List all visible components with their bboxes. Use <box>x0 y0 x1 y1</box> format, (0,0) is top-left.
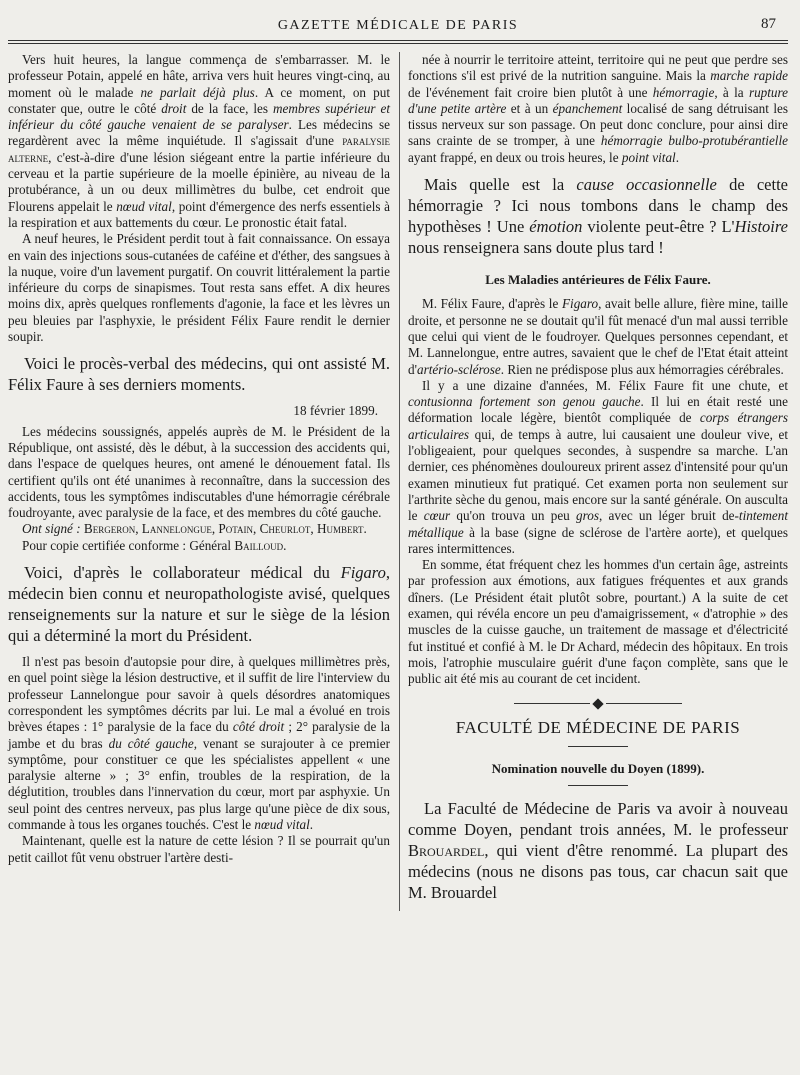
running-header <box>8 14 788 40</box>
lead-paragraph: La Faculté de Médecine de Paris va avoir à nouveau comme Doyen, pendant trois années, M. le professeur Brouardel, qui vient d'être renommé. La plupart des médecins (nous ne disons pas tous, car chacun sait que M. Brouardel <box>408 799 788 903</box>
header-rule <box>8 40 788 44</box>
journal-title: GAZETTE MÉDICALE DE PARIS <box>277 18 519 33</box>
column-divider <box>399 52 400 911</box>
subheading: Nomination nouvelle du Doyen (1899). <box>491 760 705 776</box>
paragraph: Les médecins soussignés, appelés auprès de M. le Président de la République, ont assisté, dès le début, à la succession des accidents qui, dans l'espace de quelques heures, ont amené le dénouement fatal. Ils certifient qu'ils ont été unanimes à reconnaître, dans la succession des accidents, tous les symptômes indiscutables d'une hémorragie cérébrale foudroyante, avec paralysie de la face, et des membres du côté gauche. <box>8 423 390 521</box>
short-rule <box>568 785 628 786</box>
lead-paragraph: Mais quelle est la cause occasionnelle de cette hémorragie ? Ici nous tombons dans le champ des hypothèses ! Une émotion violente peut-être ? L'Histoire nous renseignera sans doute plus tard ! <box>408 175 789 258</box>
paragraph: née à nourrir le territoire atteint, territoire qui ne peut que perdre ses fonctions s'il est privé de la nutrition sanguine. Mais la marche rapide de l'événement fait croire bien plutôt à une hémorragie, à la rupture d'une petite artère et à un épanchement localisé de sang détruisant les tissus nerveux sur son passage. On peut donc conclure, pour ainsi dire sans crainte de se tromper, à une hémorragie bulbo-protubérantielle ayant frappé, en deux ou trois heures, le point vital. <box>408 52 789 165</box>
paragraph: Il y a une dizaine d'années, M. Félix Faure fit une chute, et contusionna fortement son genou gauche. Il lui en était resté une déformation locale légère, bientôt compliquée de corps étrangers articulaires qui, de temps à autre, lui causaient une douleur vive, et l'obligeaient, pour quelques secondes, à suspendre sa marche. L'an dernier, ces phénomènes douloureux prirent assez d'intensité pour qu'un examen minutieux fut pratiqué. Cet examen porta non seulement sur l'arthrite sèche du genou, mais encore sur la santé générale. On ausculta le cœur qu'on trouva un peu gros, avec un léger bruit de-tintement métallique à la base (signe de sclérose de l'artère aorte), et quelques rares intermittences. <box>408 377 789 556</box>
page-number: 87 <box>761 16 776 32</box>
paragraph: Maintenant, quelle est la nature de cette lésion ? Il se pourrait qu'un petit caillot fût venu obstruer l'artère desti- <box>8 833 390 865</box>
lead-paragraph: Voici le procès-verbal des médecins, qui ont assisté M. Félix Faure à ses derniers moments. <box>8 354 390 395</box>
short-rule <box>568 746 628 747</box>
certification-line: Pour copie certifiée conforme : Général Bailloud. <box>22 537 287 553</box>
section-ornament <box>408 700 788 708</box>
paragraph: Il n'est pas besoin d'autopsie pour dire, à quelques millimètres près, en quel point siège la lésion destructive, et il suffit de lire l'interview du professeur Lannelongue pour savoir à quels désordres anatomiques correspondent les symptômes décrits par lui. Le mal a évolué en trois brèves étapes : 1° paralysie de la face du côté droit ; 2° paralysie de la jambe et du bras du côté gauche, venant se surajouter à ce premier symptôme, pour constituer ce que les spécialistes appellent « une paralysie alterne » ; 3° enfin, troubles de la respiration, de la déglutition, troubles dans l'innervation du cœur, mort par asphyxie. Un seul point des centres nerveux, pas plus large qu'une pièce de dix sous, commande à tous les organes touchés. C'est le nœud vital. <box>8 654 390 832</box>
signatories: Ont signé : Bergeron, Lannelongue, Potain, Cheurlot, Humbert. <box>22 521 367 537</box>
dateline: 18 février 1899. <box>293 403 378 419</box>
paragraph: A neuf heures, le Président perdit tout à fait connaissance. On essaya en vain des injections sous-cutanées de caféine et d'éther, des sangsues à la nuque, voire d'un lavement purgatif. On couvrit littéralement la partie inférieure du corps de sinapismes. Tout resta sans effet. A dix heures moins dix, après quelques ronflements d'agonie, la face et les lèvres un peu bleuies par l'asphyxie, le président Félix Faure rendit le dernier soupir. <box>8 231 390 345</box>
right-column <box>408 52 788 911</box>
paragraph: M. Félix Faure, d'après le Figaro, avait belle allure, fière mine, taille droite, et personne ne se doutait qu'il fût menacé d'un mal aussi terrible que celui qui vient de le foudroyer. Quelques personnes cependant, et M. Lannelongue, entre autres, savaient que le chef de l'Etat était atteint d'artério-sclérose. Rien ne prédispose plus aux hémorragies cérébrales. <box>408 296 789 377</box>
section-title: FACULTÉ DE MÉDECINE DE PARIS <box>455 717 741 737</box>
lead-paragraph: Voici, d'après le collaborateur médical du Figaro, médecin bien connu et neuropathologiste avisé, quelques renseignements sur la nature et sur le siège de la lésion qui a déterminé la mort du Président. <box>8 563 390 646</box>
subheading: Les Maladies antérieures de Félix Faure. <box>485 272 711 288</box>
paragraph: Vers huit heures, la langue commença de s'embarrasser. M. le professeur Potain, appelé en hâte, arriva vers huit heures vingt-cinq, au moment où le malade ne parlait déjà plus. A ce moment, on put constater que, outre le côté droit de la face, les membres supérieur et inférieur du côté gauche venaient de se paralyser. Les médecins se regardèrent avec la même inquiétude. Il s'agissait d'une paralysie alterne, c'est-à-dire d'une lésion siégeant entre la partie inférieure du cerveau et la partie supérieure de la moelle épinière, au niveau de la protubérance, à un ou deux millimètres du bulbe, cet endroit que Flourens appelait le nœud vital, point d'émergence des nerfs essentiels à la respiration et aux battements du cœur. Le pronostic était fatal. <box>8 52 390 230</box>
paragraph: En somme, état fréquent chez les hommes d'un certain âge, astreints par profession aux émotions, aux fatigues fréquentes et aux grands dîners. (Le Président était plutôt sobre, pourtant.) A la suite de cet examen, qui révéla encore un peu d'amaigrissement, « d'atrophie » des muscles de la cuisse gauche, un traitement de massage et d'électricité fut institué et confié à M. le Dr Achard, médecin des hôpitaux. En trois mois, l'atrophie musculaire guérit d'une façon complète, sans que le public ait été mis au courant de cet incident. <box>408 557 788 687</box>
two-column-body <box>8 52 788 911</box>
left-column <box>8 52 390 911</box>
